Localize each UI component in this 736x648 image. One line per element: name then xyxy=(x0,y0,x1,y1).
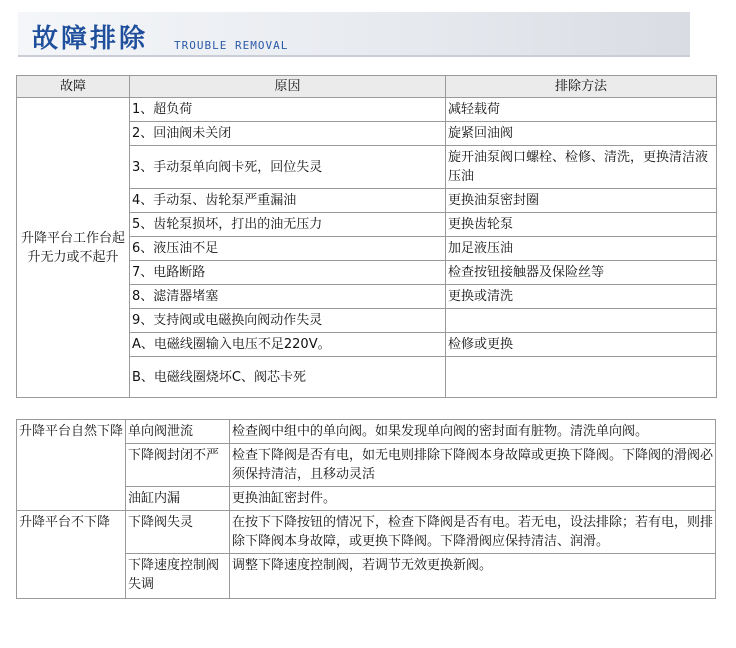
fault-cell: 升降平台工作台起升无力或不起升 xyxy=(17,98,130,398)
cause-cell: 3、手动泵单向阀卡死，回位失灵 xyxy=(130,146,446,189)
remedy-cell xyxy=(446,309,717,333)
remedy-cell: 更换油缸密封件。 xyxy=(230,487,716,511)
remedy-cell: 更换油泵密封圈 xyxy=(446,189,717,213)
cause-cell: A、电磁线圈输入电压不足220V。 xyxy=(130,333,446,357)
remedy-cell: 旋开油泵阀口螺栓、检修、清洗，更换清洁液压油 xyxy=(446,146,717,189)
cause-cell: B、电磁线圈烧坏C、阀芯卡死 xyxy=(130,357,446,398)
fault-cell: 升降平台自然下降 xyxy=(17,420,126,511)
cause-cell: 下降阀封闭不严 xyxy=(126,444,230,487)
cause-cell: 4、手动泵、齿轮泵严重漏油 xyxy=(130,189,446,213)
remedy-cell: 检修或更换 xyxy=(446,333,717,357)
remedy-cell: 减轻载荷 xyxy=(446,98,717,122)
remedy-cell: 在按下下降按钮的情况下，检查下降阀是否有电。若无电，设法排除；若有电，则排除下降阀本身故障，或更换下降阀。下降滑阀应保持清洁、润滑。 xyxy=(230,511,716,554)
section-title: 故障排除 xyxy=(32,24,149,54)
header-fault: 故障 xyxy=(17,76,130,98)
table-row xyxy=(17,511,716,554)
remedy-cell: 旋紧回油阀 xyxy=(446,122,717,146)
troubleshooting-table-main xyxy=(16,75,717,398)
remedy-cell: 调整下降速度控制阀，若调节无效更换新阀。 xyxy=(230,554,716,599)
cause-cell: 8、滤清器堵塞 xyxy=(130,285,446,309)
cause-cell: 单向阀泄流 xyxy=(126,420,230,444)
header-remedy: 排除方法 xyxy=(446,76,717,98)
remedy-cell: 加足液压油 xyxy=(446,237,717,261)
remedy-cell: 更换齿轮泵 xyxy=(446,213,717,237)
table-header-row xyxy=(17,76,717,98)
remedy-cell xyxy=(446,357,717,398)
cause-cell: 1、超负荷 xyxy=(130,98,446,122)
cause-cell: 下降速度控制阀失调 xyxy=(126,554,230,599)
remedy-cell: 更换或清洗 xyxy=(446,285,717,309)
section-banner xyxy=(18,12,690,57)
cause-cell: 9、支持阀或电磁换向阀动作失灵 xyxy=(130,309,446,333)
table-row xyxy=(17,98,717,122)
remedy-cell: 检查下降阀是否有电，如无电则排除下降阀本身故障或更换下降阀。下降阀的滑阀必须保持清洁，且移动灵活 xyxy=(230,444,716,487)
table-row xyxy=(17,420,716,444)
cause-cell: 7、电路断路 xyxy=(130,261,446,285)
fault-cell: 升降平台不下降 xyxy=(17,511,126,599)
cause-cell: 6、液压油不足 xyxy=(130,237,446,261)
cause-cell: 2、回油阀未关闭 xyxy=(130,122,446,146)
cause-cell: 油缸内漏 xyxy=(126,487,230,511)
section-subtitle: TROUBLE REMOVAL xyxy=(174,39,289,52)
header-cause: 原因 xyxy=(130,76,446,98)
troubleshooting-table-secondary xyxy=(16,419,716,599)
cause-cell: 5、齿轮泵损坏，打出的油无压力 xyxy=(130,213,446,237)
remedy-cell: 检查阀中组中的单向阀。如果发现单向阀的密封面有脏物。清洗单向阀。 xyxy=(230,420,716,444)
cause-cell: 下降阀失灵 xyxy=(126,511,230,554)
remedy-cell: 检查按钮接触器及保险丝等 xyxy=(446,261,717,285)
